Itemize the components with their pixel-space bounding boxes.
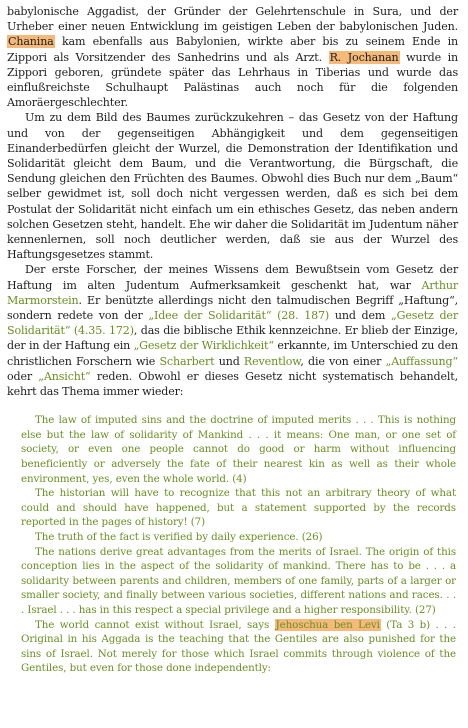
link-gesetz-der-wirklichkeit[interactable]: „Gesetz der Wirklichkeit“ bbox=[133, 339, 274, 353]
text-run: (Ta 3 b) . . . Original in his Aggada is the teaching that the Gentiles are also punished for the sins of Israel. Not merely for those which Israel commits through violence of the Gentiles, but even for those done independently: bbox=[21, 618, 456, 675]
quotation-block[interactable] bbox=[7, 413, 458, 676]
link-reventlow[interactable]: Reventlow bbox=[243, 354, 301, 368]
text-run: . Er benützte allerdings nicht den talmudischen Begriff „Haftung“, sondern redete von der bbox=[7, 293, 458, 323]
text-run: Der erste Forscher, der meines Wissens dem Bewußtsein vom Gesetz der Haftung im alten Judentum Aufmerksamkeit geschenkt hat, war bbox=[7, 263, 458, 292]
link-gesetz-der-solidaritaet[interactable]: „Gesetz der Solidarität“ (4.35. 172) bbox=[7, 309, 458, 338]
link-ansicht[interactable]: „Ansicht“ bbox=[38, 369, 91, 383]
quote-daily-experience[interactable]: The truth of the fact is verified by daily experience. (26) bbox=[35, 531, 323, 544]
text-run: oder bbox=[7, 369, 39, 383]
paragraph-marmorstein bbox=[7, 262, 458, 399]
quote-world-israel[interactable] bbox=[21, 618, 456, 676]
link-scharbert[interactable]: Scharbert bbox=[159, 354, 215, 368]
text-run: kam ebenfalls aus Babylonien, wirkte aber bis zu seinem Ende in Zippori als Vorsitzender des Sanhedrins und als Arzt. bbox=[7, 35, 458, 64]
text-run: erkannte, im Unterschied zu den christlichen Forschern wie bbox=[7, 339, 458, 368]
text-run: und dem bbox=[329, 309, 392, 323]
link-idee-der-solidaritaet[interactable]: „Idee der Solidarität“ (28. 187) bbox=[148, 309, 330, 323]
link-auffassung[interactable]: „Auffassung“ bbox=[385, 354, 458, 368]
quote-law-of-solidarity[interactable]: The law of imputed sins and the doctrine of imputed merits . . . This is nothing else but the law of solidarity of Mankind . . . it means: One man, or one set of society, or even one people cannot do good or harm without influencing beneficiently or adversely the fate of their nearest kin as well as their whole environment, yes, even the whole world. (4) bbox=[21, 414, 456, 485]
text-run: reden. Obwohl er dieses Gesetz nicht systematisch behandelt, kehrt das Thema immer wieder: bbox=[7, 369, 458, 399]
text-run: , das die biblische Ethik kennzeichne. Er blieb der Einzige, der in der Haftung ein bbox=[7, 324, 458, 353]
text-run: , die von einer bbox=[300, 354, 386, 368]
paragraph-rabbis bbox=[7, 4, 458, 110]
highlight-jochanan[interactable]: R. Jochanan bbox=[329, 50, 399, 64]
text-run: babylonische Aggadist, der Gründer der Gelehrtenschule in Sura, und der Urheber einer neuen Entwicklung im geistigen Leben der babylonischen Juden. bbox=[7, 5, 458, 34]
link-arthur-marmorstein[interactable]: Arthur Marmorstein bbox=[7, 278, 458, 307]
quote-nations-merits[interactable]: The nations derive great advantages from the merits of Israel. The origin of this conception lies in the aspect of the solidarity of mankind. There has to be . . . a solidarity between parents and children, members of one family, parts of a larger or smaller society, and finally between various societies, different nations and races. . . . Israel . . . has in this respect a special privilege and a higher responsibility. (27) bbox=[21, 545, 456, 616]
highlight-chanina[interactable]: Chanina bbox=[8, 35, 54, 49]
text-run: wurde in Zippori geboren, gründete später das Lehrhaus in Tiberias und wurde das einflußreichste Schulhaupt Palästinas auch noch für die folgenden Amoräergeschlechter. bbox=[7, 50, 458, 110]
text-run: und bbox=[214, 354, 244, 368]
text-run: The world cannot exist without Israel, says bbox=[35, 618, 275, 631]
highlight-jehoschua-ben-levi[interactable]: Jehoschua ben Levi bbox=[275, 618, 380, 631]
paragraph-tree-metaphor: Um zu dem Bild des Baumes zurückzukehren – das Gesetz von der Haftung und von der gegenseitigen Abhängigkeit und dem gegenseitigen Einanderbedürfen gleicht der Wurzel, die Demonstration der Identifikation und Solidarität gleicht dem Baum, und die Verantwortung, die Bürgschaft, die Sendung gleichen den Früchten des Baumes. Obwohl dies Buch nur dem „Baum“ selber gewidmet ist, soll doch nicht vergessen werden, daß es sich bei dem Postulat der Solidarität nicht einfach um ein ethisches Gesetz, das neben andern solchen Gesetzen steht, handelt. Ehe wir daher die Solidarität im Judentum näher kennenlernen, soll noch deutlicher werden, daß sie aus der Wurzel des Haftungsgesetzes stammt. bbox=[7, 111, 458, 262]
quote-historian[interactable]: The historian will have to recognize that this not an arbitrary theory of what could and should have happened, but a statement supported by the records reported in the pages of history! (7) bbox=[21, 487, 456, 529]
